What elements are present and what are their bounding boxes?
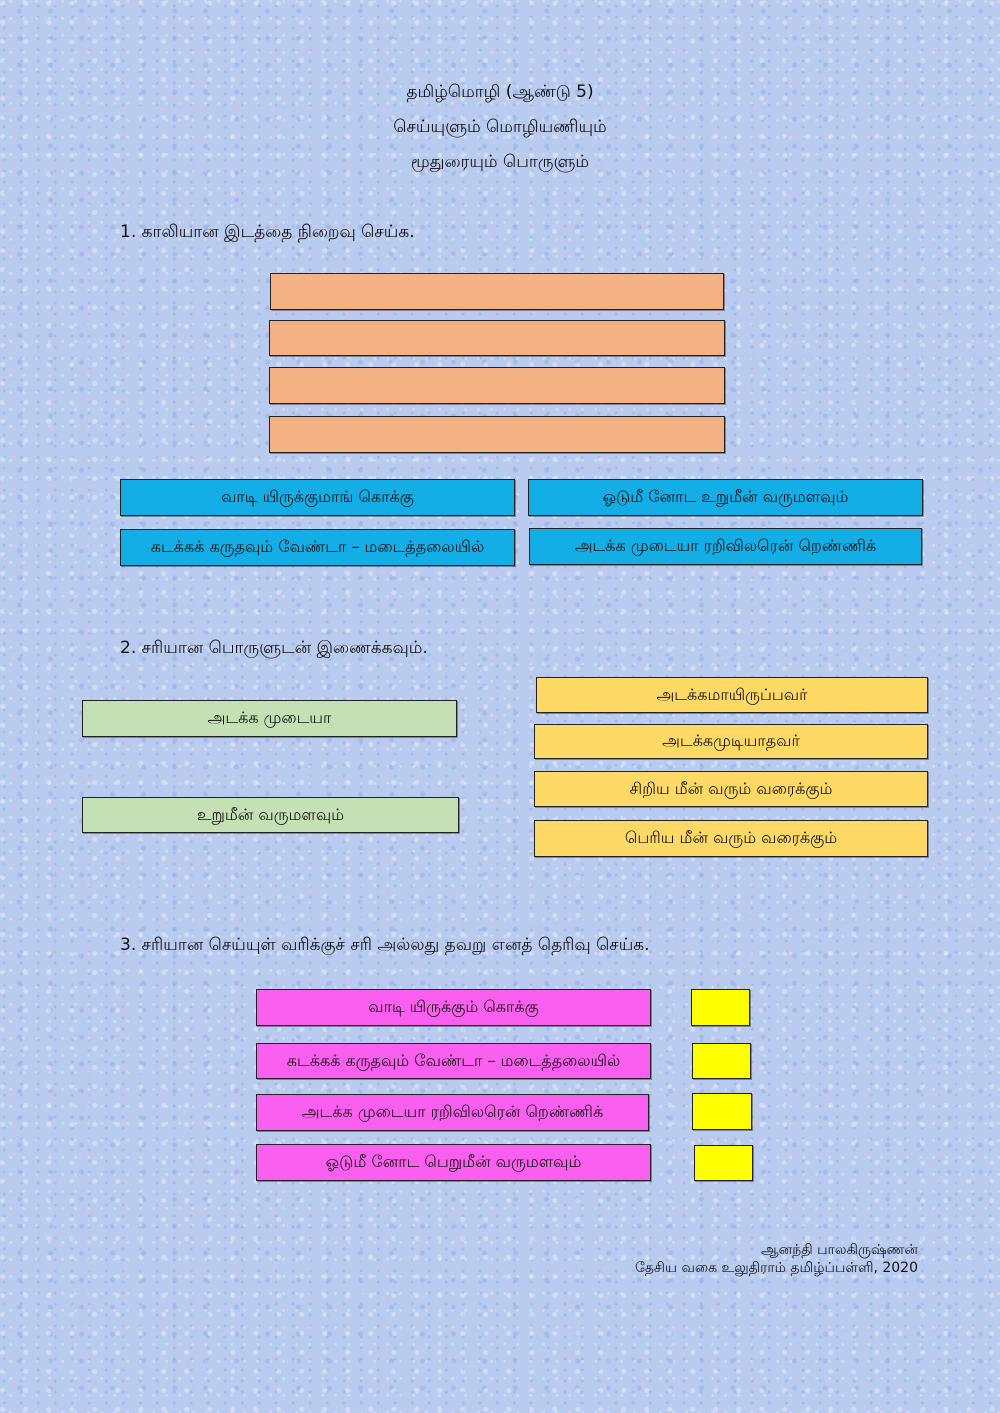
match-right-item-1[interactable]: அடக்கமாயிருப்பவர் (536, 677, 928, 713)
blank-drop-zone-1[interactable] (270, 273, 724, 310)
option-tile-3[interactable]: கடக்கக் கருதவும் வேண்டா – மடைத்தலையில் (120, 529, 515, 566)
verse-line-3: அடக்க முடையா ரறிவிலரென் றெண்ணிக் (256, 1094, 649, 1131)
match-right-item-3[interactable]: சிறிய மீன் வரும் வரைக்கும் (534, 771, 928, 807)
author-credit (635, 1241, 918, 1277)
verse-line-2: கடக்கக் கருதவும் வேண்டா – மடைத்தலையில் (256, 1043, 651, 1079)
blank-drop-zone-2[interactable] (269, 320, 725, 356)
answer-box-3[interactable] (692, 1093, 752, 1130)
option-tile-4[interactable]: அடக்க முடையா ரறிவிலரென் றெண்ணிக் (529, 528, 922, 565)
author-name: ஆனந்தி பாலகிருஷ்ணன் (760, 1242, 918, 1258)
match-left-item-2[interactable]: உறுமீன் வருமளவும் (82, 797, 459, 833)
option-tile-2[interactable]: ஓடுமீ னோட உறுமீன் வருமளவும் (528, 479, 923, 516)
question-3-prompt: 3. சரியான செய்யுள் வரிக்குச் சரி அல்லது தவறு எனத் தெரிவு செய்க. (120, 935, 650, 955)
match-right-item-2[interactable]: அடக்கமுடியாதவர் (534, 724, 928, 759)
match-left-item-1[interactable]: அடக்க முடையா (82, 700, 457, 737)
answer-box-2[interactable] (692, 1043, 751, 1079)
verse-line-1: வாடி யிருக்கும் கொக்கு (256, 989, 651, 1026)
author-school: தேசிய வகை உலுதிராம் தமிழ்ப்பள்ளி, 2020 (634, 1260, 918, 1276)
question-1-prompt: 1. காலியான இடத்தை நிறைவு செய்க. (120, 222, 415, 242)
answer-box-1[interactable] (691, 989, 750, 1026)
worksheet-subtitle: செய்யுளும் மொழியணியும் (393, 117, 607, 137)
option-tile-1[interactable]: வாடி யிருக்குமாங் கொக்கு (120, 479, 515, 516)
verse-line-4: ஓடுமீ னோட பெறுமீன் வருமளவும் (256, 1144, 651, 1181)
worksheet-title: தமிழ்மொழி (ஆண்டு 5) (406, 82, 594, 102)
match-right-item-4[interactable]: பெரிய மீன் வரும் வரைக்கும் (534, 820, 928, 857)
question-2-prompt: 2. சரியான பொருளுடன் இணைக்கவும். (120, 638, 428, 658)
blank-drop-zone-4[interactable] (269, 416, 725, 453)
blank-drop-zone-3[interactable] (269, 367, 725, 404)
answer-box-4[interactable] (694, 1145, 753, 1181)
worksheet-topic: மூதுரையும் பொருளும் (410, 152, 590, 172)
